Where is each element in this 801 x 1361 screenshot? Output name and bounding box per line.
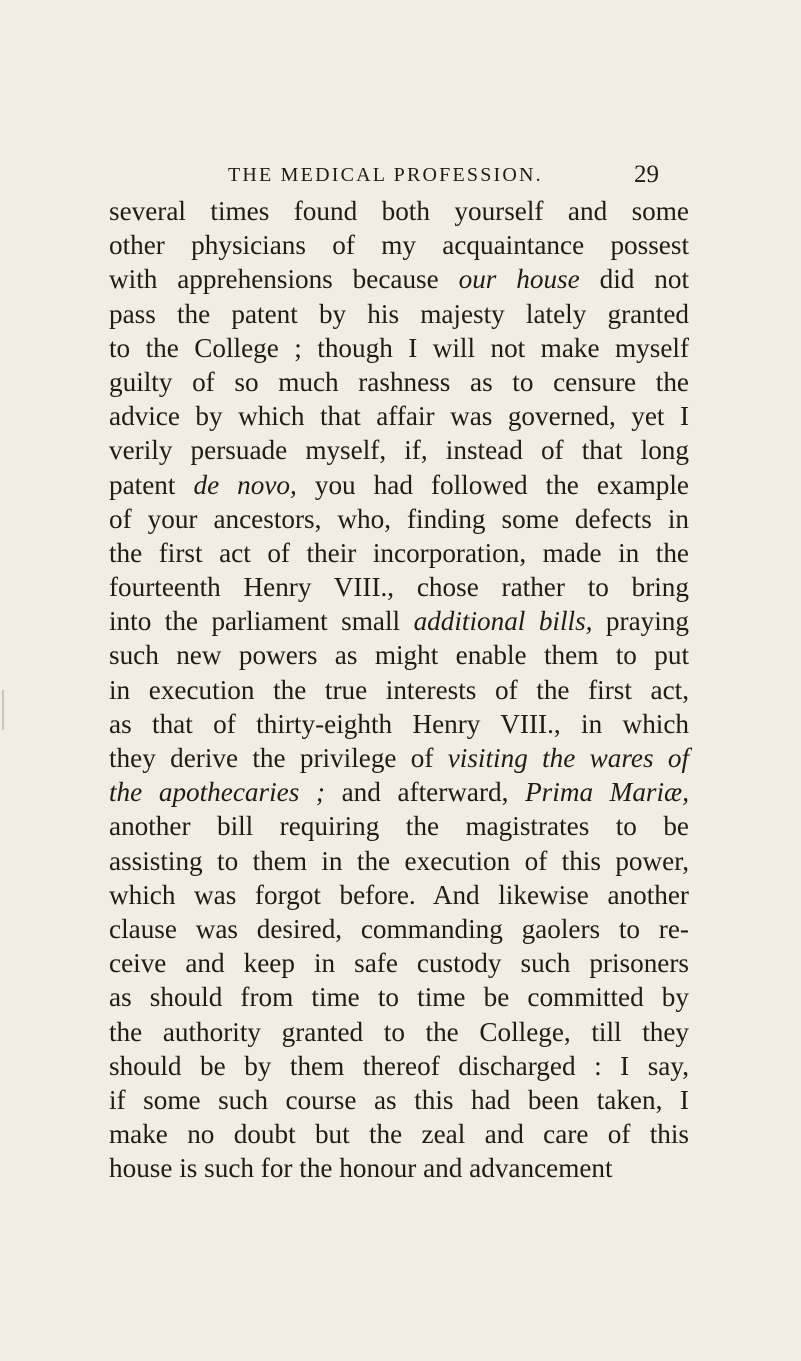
text-line <box>109 331 689 365</box>
italic-phrase: our house <box>458 264 580 295</box>
italic-phrase: Prima Mariæ, <box>525 777 689 808</box>
text-segment: as that of thirty-eighth Henry VIII., in which <box>109 708 689 739</box>
text-line <box>109 1015 689 1049</box>
text-segment: assisting to them in the execution of this power, <box>109 845 689 876</box>
text-segment: patent <box>109 469 194 500</box>
text-line <box>109 1049 689 1083</box>
text-line <box>109 536 689 570</box>
text-segment: the authority granted to the College, till they <box>109 1016 689 1047</box>
text-segment: make no doubt but the zeal and care of this <box>109 1119 689 1150</box>
page-edge-mark <box>2 690 4 730</box>
text-line <box>109 502 689 536</box>
page-number: 29 <box>634 161 659 188</box>
text-segment: into the parliament small <box>109 606 414 637</box>
text-line <box>109 844 689 878</box>
text-line <box>109 878 689 912</box>
text-segment: which was forgot before. And likewise another <box>109 879 689 910</box>
text-segment: several times found both yourself and some <box>109 196 689 226</box>
text-segment: to the College ; though I will not make myself <box>109 332 689 363</box>
text-line <box>109 570 689 604</box>
text-segment: fourteenth Henry VIII., chose rather to bring <box>109 572 689 603</box>
text-segment: they derive the privilege of <box>109 743 448 773</box>
body-text <box>109 194 689 1185</box>
text-segment: in execution the true interests of the first act, <box>109 674 689 705</box>
text-line <box>109 228 689 262</box>
text-segment: as should from time to time be committed by <box>109 982 689 1013</box>
text-line <box>109 194 689 228</box>
text-segment: pass the patent by his majesty lately granted <box>109 298 689 329</box>
text-segment: ceive and keep in safe custody such prisoners <box>109 948 689 979</box>
text-line <box>109 912 689 946</box>
text-line <box>109 262 689 296</box>
text-segment: such new powers as might enable them to put <box>109 640 689 671</box>
text-segment: verily persuade myself, if, instead of that long <box>109 435 689 466</box>
text-line <box>109 980 689 1014</box>
text-line <box>109 775 689 809</box>
text-line <box>109 297 689 331</box>
text-line <box>109 946 689 980</box>
italic-phrase: the apothecaries ; <box>109 777 325 808</box>
text-segment: another bill requiring the magistrates to be <box>109 811 689 842</box>
running-head: THE MEDICAL PROFESSION. <box>228 164 543 186</box>
text-line <box>109 1117 689 1151</box>
text-line <box>109 638 689 672</box>
italic-phrase: visiting the wares of <box>447 743 689 773</box>
text-segment: should be by them thereof discharged : I say, <box>109 1050 689 1081</box>
text-line <box>109 1151 689 1185</box>
text-line <box>109 673 689 707</box>
text-segment: advice by which that affair was governed, yet I <box>109 401 689 432</box>
text-line <box>109 707 689 741</box>
text-segment: praying <box>592 606 689 637</box>
text-line <box>109 399 689 433</box>
text-segment: other physicians of my acquaintance possest <box>109 230 689 261</box>
text-line <box>109 365 689 399</box>
italic-phrase: de novo, <box>193 469 297 500</box>
text-segment: the first act of their incorporation, made in the <box>109 537 689 568</box>
text-segment: did not <box>579 264 690 295</box>
text-segment: you had followed the example <box>296 469 690 500</box>
text-segment: house is such for the honour and advancement <box>109 1153 613 1184</box>
text-line <box>109 1083 689 1117</box>
text-segment: guilty of so much rashness as to censure the <box>109 366 689 397</box>
text-line <box>109 604 689 638</box>
text-segment: clause was desired, commanding gaolers to re- <box>109 913 689 944</box>
text-line <box>109 809 689 843</box>
text-line <box>109 433 689 467</box>
text-segment: and afterward, <box>324 777 526 808</box>
text-line <box>109 468 689 502</box>
text-segment: with apprehensions because <box>109 264 459 295</box>
text-segment: of your ancestors, who, finding some defects in <box>109 503 689 534</box>
text-line <box>109 741 689 775</box>
text-segment: if some such course as this had been taken, I <box>109 1084 689 1115</box>
italic-phrase: additional bills, <box>413 606 593 637</box>
